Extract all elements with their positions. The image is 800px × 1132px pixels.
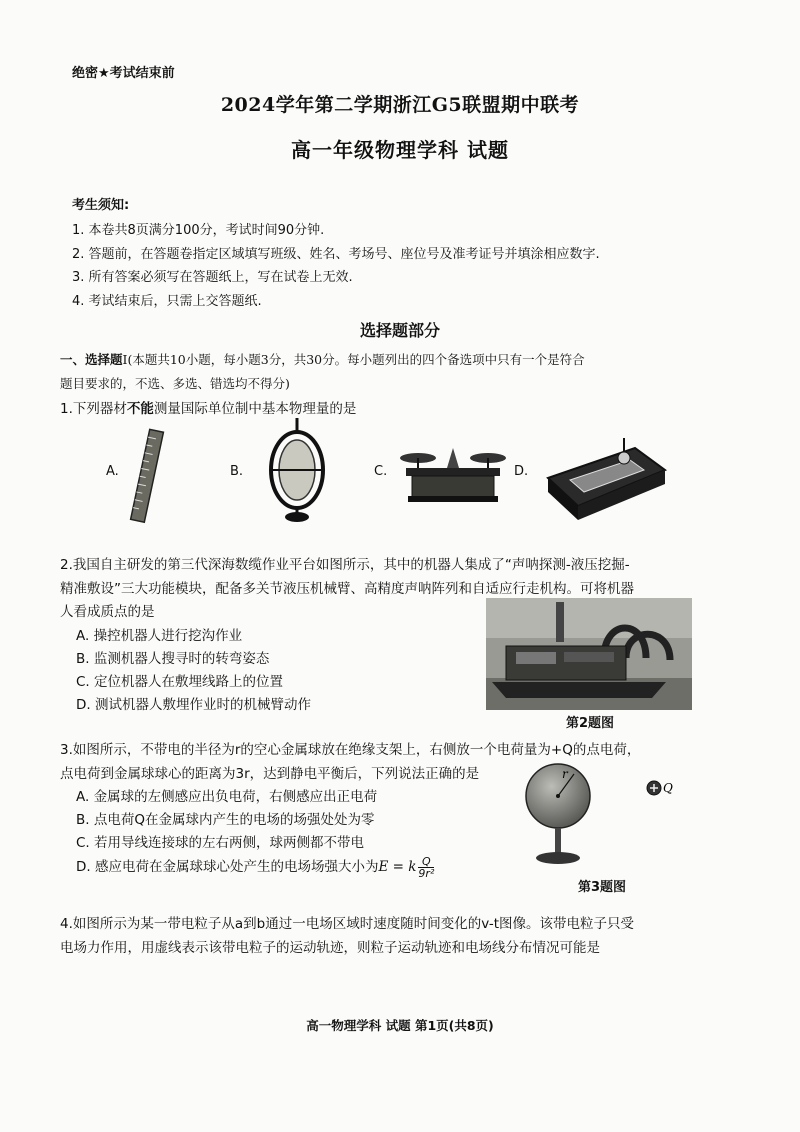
formula-fraction bbox=[418, 856, 434, 879]
section-intro-line2: 题目要求的，不选、多选、错选均不得分) bbox=[60, 376, 290, 391]
formula-lhs: E = k bbox=[378, 859, 417, 875]
ruler-image bbox=[128, 426, 168, 526]
question-1-stem: 1.下列器材不能测量国际单位制中基本物理量的是 bbox=[60, 401, 357, 417]
q3-option-d: D. 感应电荷在金属球球心处产生的电场场强大小为E = k $\frac{Q}{\text{9r²}}$ bbox=[76, 854, 435, 880]
q3-option-b: B. 点电荷Q在金属球内产生的电场的场强处处为零 bbox=[76, 812, 375, 828]
q1-option-d-label: D. bbox=[514, 464, 529, 479]
page-footer: 高一物理学科 试题 第1页(共8页) bbox=[306, 1018, 494, 1033]
notice-heading: 考生须知: bbox=[72, 198, 130, 213]
q2-option-c: C. 定位机器人在敷埋线路上的位置 bbox=[76, 674, 284, 690]
apparatus-image bbox=[262, 414, 332, 524]
notice-item: 3. 所有答案必须写在答题纸上，写在试卷上无效. bbox=[72, 270, 353, 285]
question-3-stem-line2: 点电荷到金属球球心的距离为3r，达到静电平衡后，下列说法正确的是 bbox=[60, 766, 480, 782]
q1-option-a-label: A. bbox=[106, 464, 119, 479]
question-3-stem-line1: 3.如图所示，不带电的半径为r的空心金属球放在绝缘支架上，右侧放一个电荷量为+Q的点电荷， bbox=[60, 742, 641, 758]
figure-3-caption: 第3题图 bbox=[578, 880, 627, 895]
q2-option-d: D. 测试机器人敷埋作业时的机械臂动作 bbox=[76, 697, 311, 713]
question-2-stem-line1: 2.我国自主研发的第三代深海数缆作业平台如图所示，其中的机器人集成了“声呐探测-液压挖掘- bbox=[60, 557, 630, 573]
q2-option-a: A. 操控机器人进行挖沟作业 bbox=[76, 628, 243, 644]
balance-scale-image bbox=[398, 438, 508, 508]
emphasis-not: 不能 bbox=[126, 401, 154, 417]
notice-item: 4. 考试结束后，只需上交答题纸. bbox=[72, 294, 262, 309]
q1-option-c-label: C. bbox=[374, 464, 388, 479]
point-charge-label: Q bbox=[663, 781, 673, 795]
q2-option-b: B. 监测机器人搜寻时的转弯姿态 bbox=[76, 651, 270, 667]
question-4-stem-line2: 电场力作用，用虚线表示该带电粒子的运动轨迹，则粒子运动轨迹和电场线分布情况可能是 bbox=[60, 940, 600, 956]
exam-title: 2024学年第二学期浙江G5联盟期中联考 bbox=[220, 94, 580, 116]
question-2-stem-line3: 人看成质点的是 bbox=[60, 604, 155, 620]
exam-subtitle: 高一年级物理学科 试题 bbox=[291, 138, 509, 162]
figure-2-caption: 第2题图 bbox=[566, 716, 615, 731]
metal-sphere-figure bbox=[512, 760, 692, 870]
section-intro bbox=[60, 350, 585, 368]
notice-item: 1. 本卷共8页满分100分，考试时间90分钟. bbox=[72, 223, 325, 238]
section-intro-text: Ⅰ(本题共10小题，每小题3分，共30分。每小题列出的四个备选项中只有一个是符合 bbox=[122, 352, 585, 367]
q3-option-c: C. 若用导线连接球的左右两侧，球两侧都不带电 bbox=[76, 835, 365, 851]
question-4-stem-line1: 4.如图所示为某一带电粒子从a到b通过一电场区域时速度随时间变化的v-t图像。该带电粒子只受 bbox=[60, 916, 635, 932]
section-intro-label: 一、选择题 bbox=[60, 352, 123, 367]
timer-device-image bbox=[540, 428, 670, 528]
q3-option-a: A. 金属球的左侧感应出负电荷，右侧感应出正电荷 bbox=[76, 789, 378, 805]
question-2-stem-line2: 精准敷设”三大功能模块，配备多关节液压机械臂、高精度声呐阵列和自适应行走机构。可将机器 bbox=[60, 581, 634, 597]
formula-numerator: Q bbox=[418, 856, 434, 868]
q1-option-b-label: B. bbox=[230, 464, 244, 479]
formula-denominator: 9r² bbox=[418, 866, 435, 880]
confidential-mark: 绝密★考试结束前 bbox=[72, 66, 175, 81]
notice-item: 2. 答题前，在答题卷指定区域填写班级、姓名、考场号、座位号及准考证号并填涂相应数字. bbox=[72, 247, 600, 262]
section-title: 选择题部分 bbox=[359, 321, 440, 340]
radius-label: r bbox=[562, 767, 568, 781]
robot-photo bbox=[486, 598, 692, 710]
